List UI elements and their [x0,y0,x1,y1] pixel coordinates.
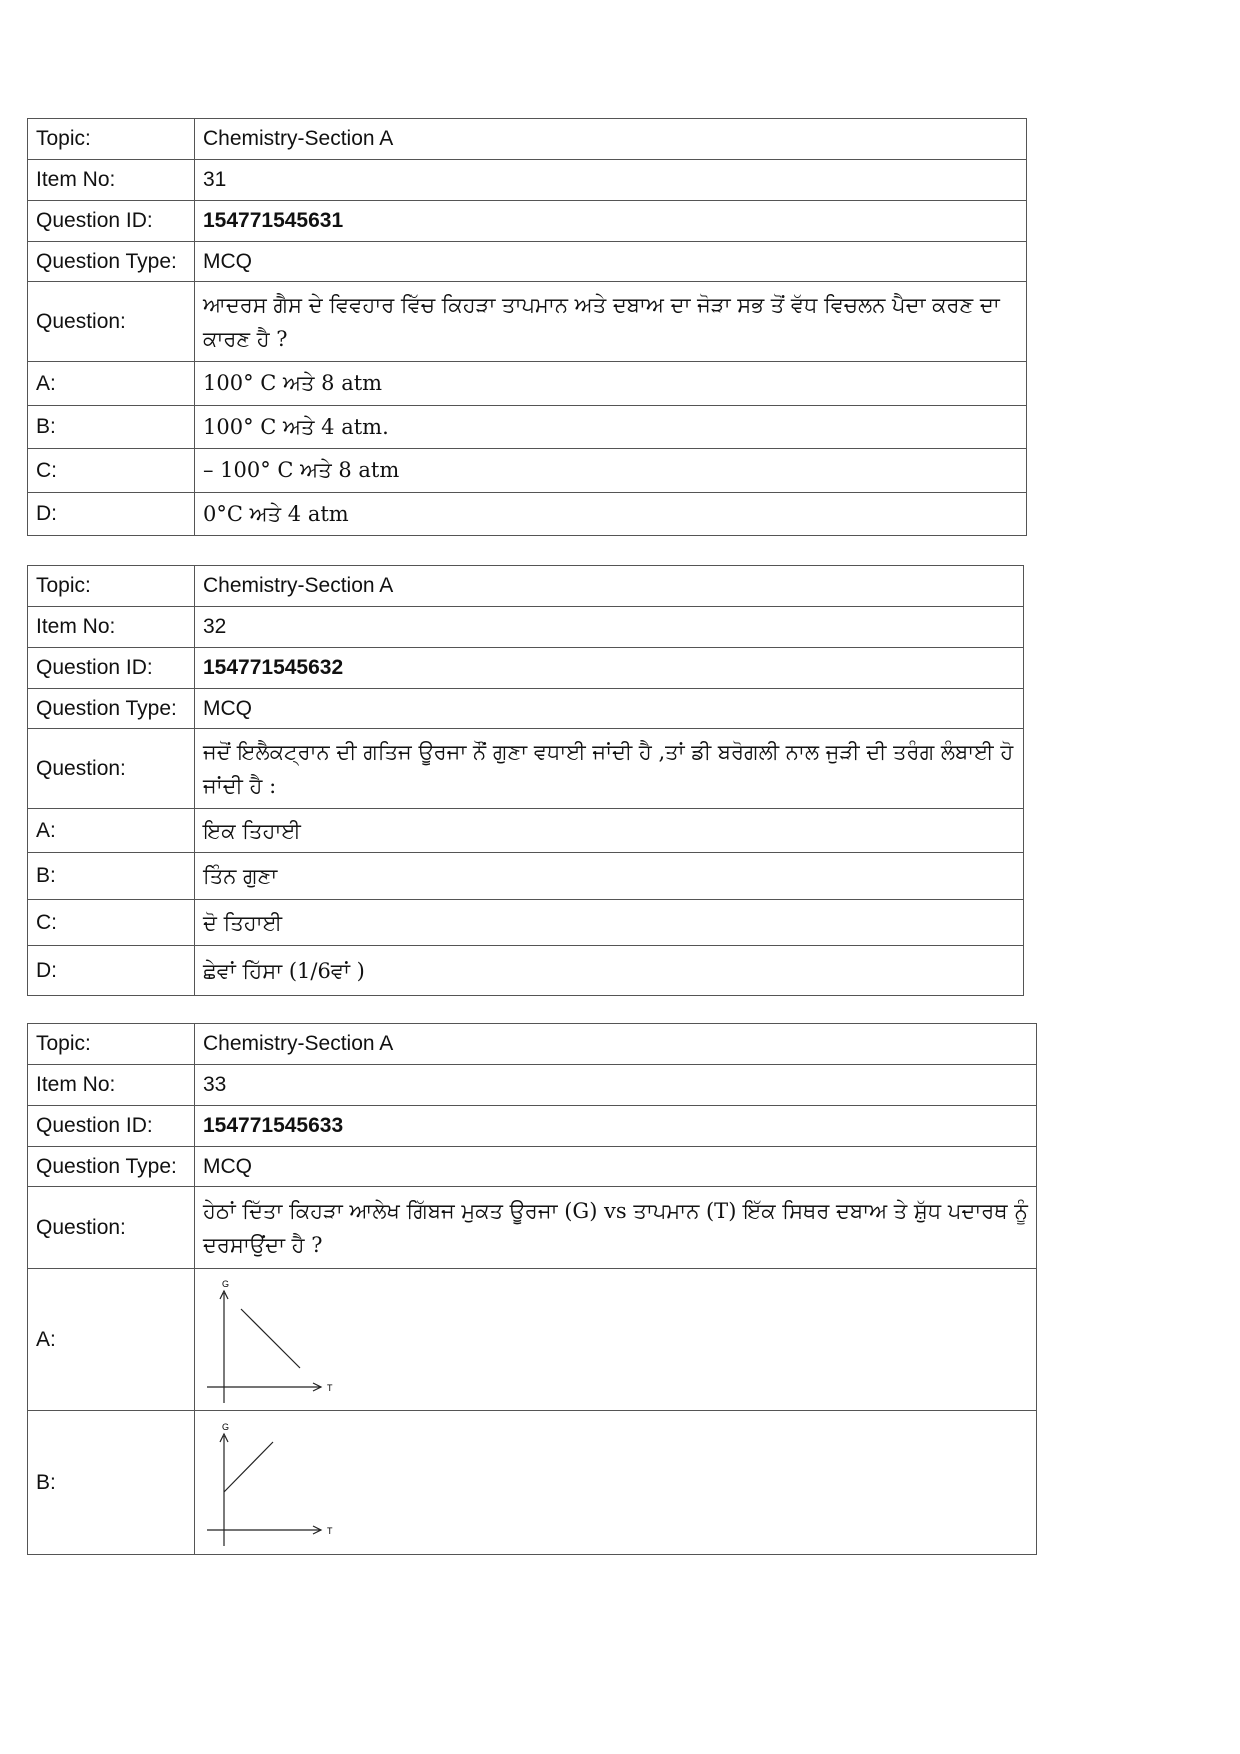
question-type-label: Question Type: [28,242,195,282]
option-c-text: ਦੋ ਤਿਹਾਈ [195,900,1024,946]
item-no-label: Item No: [28,160,195,201]
topic-label: Topic: [28,1024,195,1065]
option-b-label: B: [28,853,195,900]
question-id-label: Question ID: [28,1106,195,1147]
y-axis-label: G [222,1278,230,1289]
option-a-text: 100° C ਅਤੇ 8 atm [195,362,1027,406]
question-type-value: MCQ [195,689,1024,729]
item-no-value: 32 [195,607,1024,648]
question-table-33 [27,1023,1037,1555]
topic-value: Chemistry-Section A [195,566,1024,607]
question-table-32 [27,565,1024,996]
option-c-label: C: [28,449,195,493]
question-label: Question: [28,1187,195,1269]
topic-value: Chemistry-Section A [195,119,1027,160]
option-a-label: A: [28,809,195,853]
option-a-label: A: [28,362,195,406]
question-text: ਆਦਰਸ ਗੈਸ ਦੇ ਵਿਵਹਾਰ ਵਿੱਚ ਕਿਹੜਾ ਤਾਪਮਾਨ ਅਤੇ ਦਬਾਅ ਦਾ ਜੋੜਾ ਸਭ ਤੋਂ ਵੱਧ ਵਿਚਲਨ ਪੈਦਾ ਕਰਣ ਦਾ ਕਾਰਣ ਹੈ ? [195,282,1027,362]
option-c-text: – 100° C ਅਤੇ 8 atm [195,449,1027,493]
option-a-graph [195,1269,1037,1411]
question-table-31 [27,118,1027,536]
y-axis-label: G [222,1421,230,1432]
item-no-value: 33 [195,1065,1037,1106]
question-text: ਜਦੋਂ ਇਲੈਕਟ੍ਰਾਨ ਦੀ ਗਤਿਜ ਊਰਜਾ ਨੌਂ ਗੁਣਾ ਵਧਾਈ ਜਾਂਦੀ ਹੈ ,ਤਾਂ ਡੀ ਬਰੋਗਲੀ ਨਾਲ ਜੁੜੀ ਦੀ ਤਰੰਗ ਲੰਬਾਈ ਹੋ ਜਾਂਦੀ ਹੈ : [195,729,1024,809]
option-b-text: ਤਿੰਨ ਗੁਣਾ [195,853,1024,900]
question-id-value: 154771545633 [195,1106,1037,1147]
x-axis-label: T [327,1382,333,1393]
question-text: ਹੇਠਾਂ ਦਿੱਤਾ ਕਿਹੜਾ ਆਲੇਖ ਗਿੱਬਜ ਮੁਕਤ ਊਰਜਾ (G) vs ਤਾਪਮਾਨ (T) ਇੱਕ ਸਿਥਰ ਦਬਾਅ ਤੇ ਸ਼ੁੱਧ ਪਦਾਰਥ ਨੂੰ ਦਰਸਾਉਂਦਾ ਹੈ ? [195,1187,1037,1269]
topic-value: Chemistry-Section A [195,1024,1037,1065]
question-label: Question: [28,729,195,809]
question-type-value: MCQ [195,1147,1037,1187]
question-id-label: Question ID: [28,648,195,689]
question-id-label: Question ID: [28,201,195,242]
question-type-label: Question Type: [28,689,195,729]
option-b-graph [195,1411,1037,1555]
option-b-text: 100° C ਅਤੇ 4 atm. [195,406,1027,449]
decreasing-line [241,1309,300,1368]
option-b-label: B: [28,406,195,449]
option-b-label: B: [28,1411,195,1555]
topic-label: Topic: [28,566,195,607]
option-b-plot [203,1418,363,1548]
option-d-label: D: [28,946,195,996]
item-no-label: Item No: [28,607,195,648]
option-d-text: 0°C ਅਤੇ 4 atm [195,493,1027,536]
option-a-text: ਇਕ ਤਿਹਾਈ [195,809,1024,853]
option-c-label: C: [28,900,195,946]
question-type-value: MCQ [195,242,1027,282]
option-d-text: ਛੇਵਾਂ ਹਿੱਸਾ (1/6ਵਾਂ ) [195,946,1024,996]
item-no-label: Item No: [28,1065,195,1106]
item-no-value: 31 [195,160,1027,201]
question-type-label: Question Type: [28,1147,195,1187]
option-a-label: A: [28,1269,195,1411]
question-id-value: 154771545632 [195,648,1024,689]
increasing-line [224,1442,273,1492]
question-id-value: 154771545631 [195,201,1027,242]
option-a-plot [203,1275,363,1405]
option-d-label: D: [28,493,195,536]
topic-label: Topic: [28,119,195,160]
x-axis-label: T [327,1525,333,1536]
question-label: Question: [28,282,195,362]
